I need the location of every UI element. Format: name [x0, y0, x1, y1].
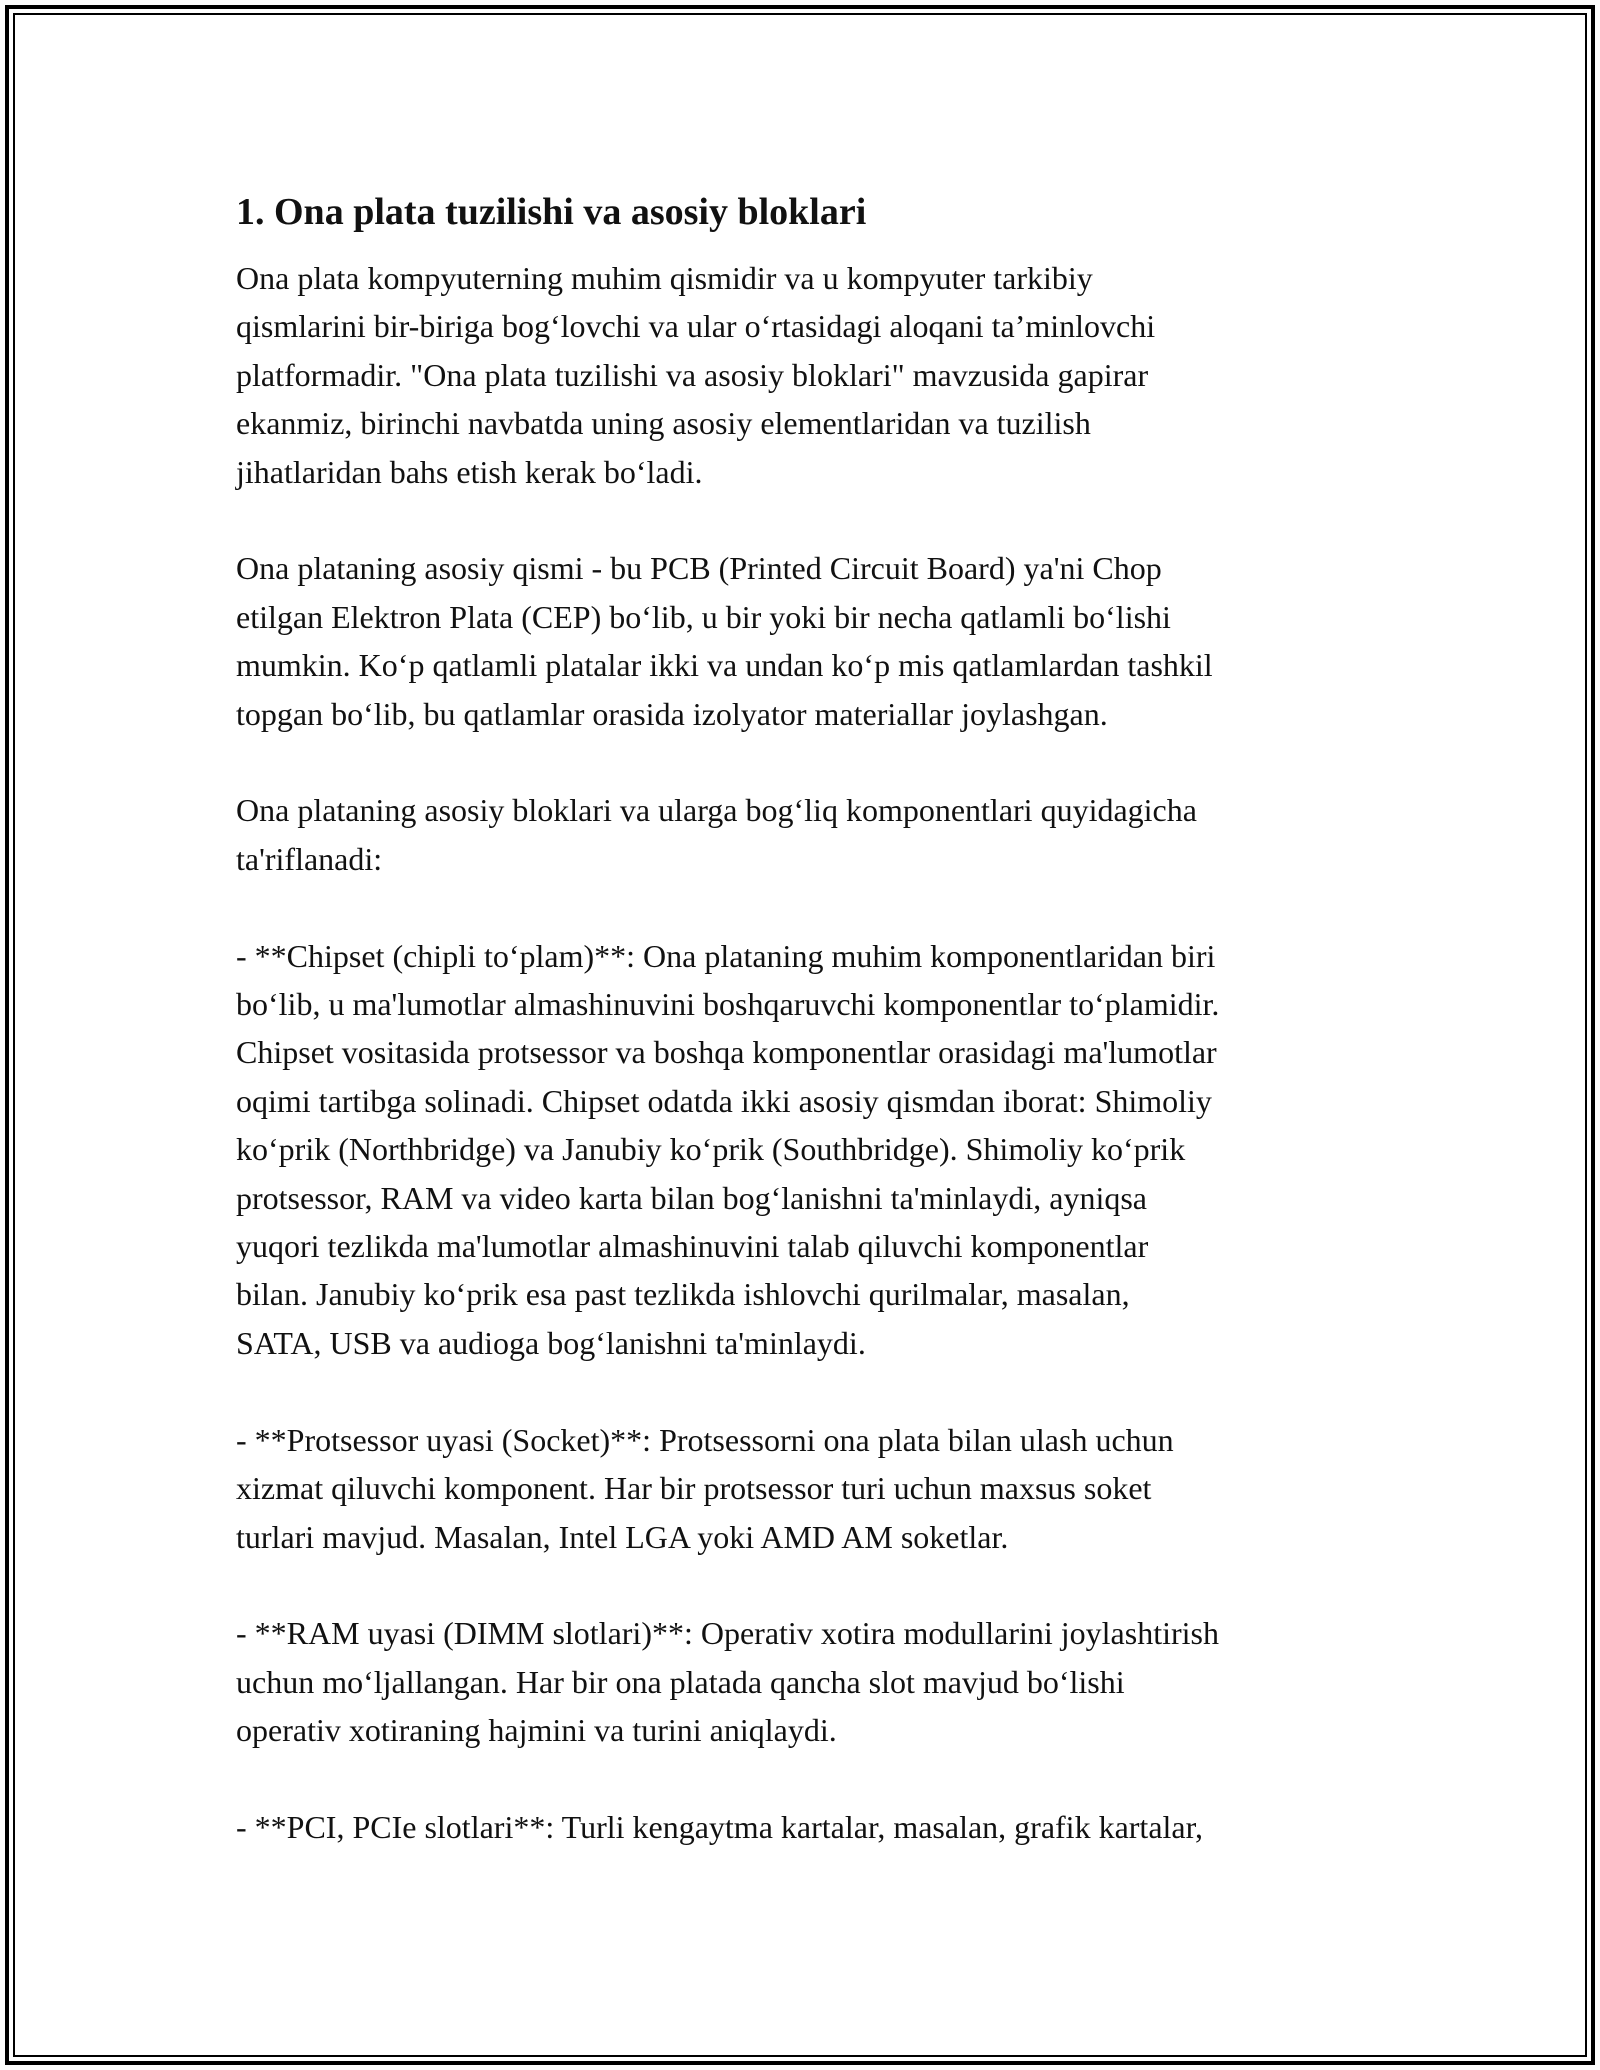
- text-line: - **Chipset (chipli to‘plam)**: Ona plataning muhim komponentlaridan biri: [236, 937, 1216, 974]
- text-line: - **PCI, PCIe slotlari**: Turli kengaytma kartalar, masalan, grafik kartalar,: [236, 1808, 1203, 1845]
- text-line: bilan. Janubiy ko‘prik esa past tezlikda ishlovchi qurilmalar, masalan,: [236, 1276, 1130, 1313]
- text-line: operativ xotiraning hajmini va turini aniqlaydi.: [236, 1712, 837, 1749]
- text-line: - **Protsessor uyasi (Socket)**: Protsessorni ona plata bilan ulash uchun: [236, 1421, 1174, 1458]
- document-body: [236, 188, 1371, 1900]
- paragraph-blocks-intro: [236, 786, 1371, 883]
- text-line: platformadir. "Ona plata tuzilishi va asosiy bloklari" mavzusida gapirar: [236, 356, 1149, 393]
- text-line: Chipset vositasida protsessor va boshqa komponentlar orasidagi ma'lumotlar: [236, 1034, 1217, 1071]
- list-item-pci: [236, 1803, 1371, 1851]
- paragraph-intro: [236, 254, 1371, 496]
- section-heading: 1. Ona plata tuzilishi va asosiy bloklari: [236, 191, 867, 233]
- paragraph-pcb: [236, 544, 1371, 738]
- text-line: ta'riflanadi:: [236, 840, 383, 877]
- text-line: Ona plataning asosiy bloklari va ularga bog‘liq komponentlari quyidagicha: [236, 792, 1197, 829]
- text-line: yuqori tezlikda ma'lumotlar almashinuvini talab qiluvchi komponentlar: [236, 1228, 1149, 1265]
- text-line: oqimi tartibga solinadi. Chipset odatda ikki asosiy qismdan iborat: Shimoliy: [236, 1082, 1212, 1119]
- text-line: ekanmiz, birinchi navbatda uning asosiy elementlaridan va tuzilish: [236, 405, 1091, 442]
- text-line: etilgan Elektron Plata (CEP) bo‘lib, u bir yoki bir necha qatlamli bo‘lishi: [236, 598, 1171, 635]
- text-line: ko‘prik (Northbridge) va Janubiy ko‘prik (Southbridge). Shimoliy ko‘prik: [236, 1131, 1186, 1168]
- text-line: jihatlaridan bahs etish kerak bo‘ladi.: [236, 453, 703, 490]
- list-item-ram: [236, 1609, 1371, 1754]
- text-line: bo‘lib, u ma'lumotlar almashinuvini boshqaruvchi komponentlar to‘plamidir.: [236, 986, 1220, 1023]
- text-line: protsessor, RAM va video karta bilan bog‘lanishni ta'minlaydi, ayniqsa: [236, 1179, 1147, 1216]
- text-line: Ona plataning asosiy qismi - bu PCB (Printed Circuit Board) ya'ni Chop: [236, 550, 1162, 587]
- list-item-socket: [236, 1416, 1371, 1561]
- text-line: qismlarini bir-biriga bog‘lovchi va ular o‘rtasidagi aloqani ta’minlovchi: [236, 308, 1156, 345]
- text-line: uchun mo‘ljallangan. Har bir ona platada qancha slot mavjud bo‘lishi: [236, 1663, 1125, 1700]
- list-item-chipset: [236, 932, 1371, 1368]
- text-line: Ona plata kompyuterning muhim qismidir va u kompyuter tarkibiy: [236, 260, 1093, 296]
- text-line: SATA, USB va audioga bog‘lanishni ta'minlaydi.: [236, 1324, 866, 1361]
- text-line: topgan bo‘lib, bu qatlamlar orasida izolyator materiallar joylashgan.: [236, 695, 1108, 732]
- text-line: mumkin. Ko‘p qatlamli platalar ikki va undan ko‘p mis qatlamlardan tashkil: [236, 647, 1213, 684]
- text-line: - **RAM uyasi (DIMM slotlari)**: Operativ xotira modullarini joylashtirish: [236, 1615, 1219, 1652]
- text-line: turlari mavjud. Masalan, Intel LGA yoki AMD AM soketlar.: [236, 1518, 1009, 1555]
- text-line: xizmat qiluvchi komponent. Har bir protsessor turi uchun maxsus soket: [236, 1470, 1152, 1507]
